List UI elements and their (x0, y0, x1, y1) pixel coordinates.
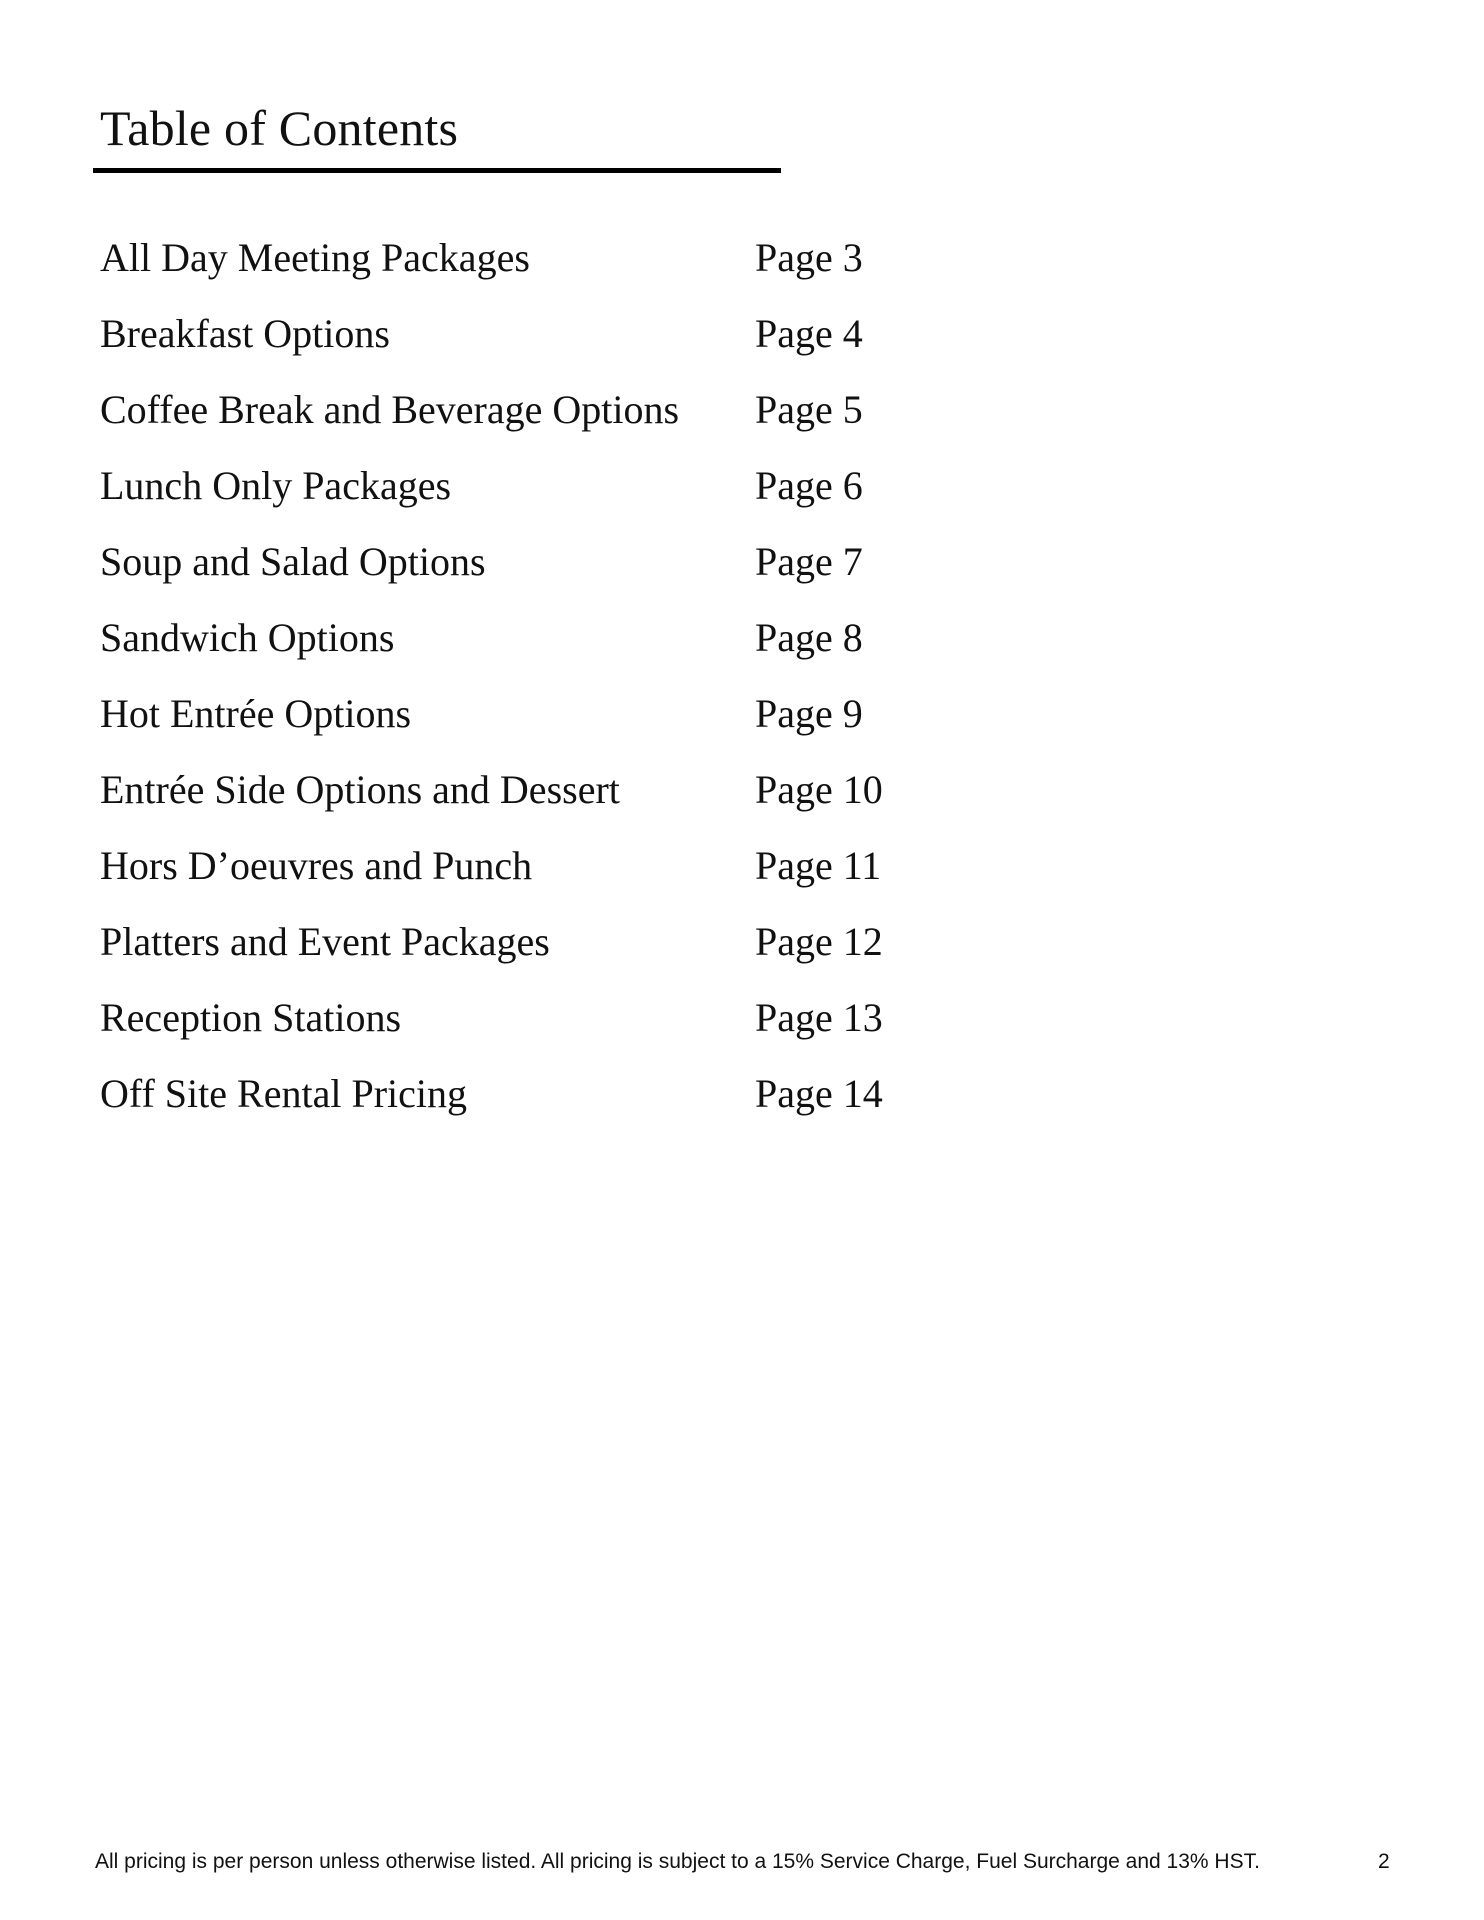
pricing-footer-note: All pricing is per person unless otherwise listed. All pricing is subject to a 15% Service Charge, Fuel Surcharge and 13% HST. (95, 1850, 1260, 1873)
toc-entry-page: Page 4 (755, 311, 863, 356)
toc-entry-all-day-meeting-packages[interactable] (100, 230, 1000, 306)
toc-entry-platters-and-event-packages[interactable] (100, 914, 1000, 990)
toc-entry-title: Reception Stations (100, 995, 402, 1040)
toc-entry-page: Page 7 (755, 539, 863, 584)
toc-entry-page: Page 10 (755, 767, 883, 812)
toc-entry-page: Page 13 (755, 995, 883, 1040)
toc-entry-off-site-rental-pricing[interactable] (100, 1066, 1000, 1142)
toc-entry-page: Page 6 (755, 463, 863, 508)
toc-entry-page: Page 9 (755, 691, 863, 736)
toc-entry-entree-side-options-and-dessert[interactable] (100, 762, 1000, 838)
toc-entry-page: Page 5 (755, 387, 863, 432)
toc-entry-title: Lunch Only Packages (100, 463, 452, 508)
table-of-contents-list (100, 230, 1000, 1142)
toc-entry-title: Hors D’oeuvres and Punch (100, 843, 533, 888)
toc-entry-title: Hot Entrée Options (100, 691, 412, 736)
toc-entry-reception-stations[interactable] (100, 990, 1000, 1066)
toc-entry-lunch-only-packages[interactable] (100, 458, 1000, 534)
title-underline (93, 168, 781, 173)
toc-entry-title: Breakfast Options (100, 311, 390, 356)
toc-entry-page: Page 3 (755, 235, 863, 280)
toc-entry-page: Page 8 (755, 615, 863, 660)
page-number: 2 (1378, 1850, 1390, 1873)
toc-entry-title: Off Site Rental Pricing (100, 1071, 467, 1116)
toc-entry-title: Coffee Break and Beverage Options (100, 387, 680, 432)
toc-entry-title: Sandwich Options (100, 615, 395, 660)
toc-entry-soup-and-salad-options[interactable] (100, 534, 1000, 610)
toc-entry-title: All Day Meeting Packages (100, 235, 530, 280)
toc-entry-coffee-break-and-beverage-options[interactable] (100, 382, 1000, 458)
toc-entry-sandwich-options[interactable] (100, 610, 1000, 686)
toc-entry-breakfast-options[interactable] (100, 306, 1000, 382)
page-title: Table of Contents (100, 100, 459, 156)
toc-entry-title: Platters and Event Packages (100, 919, 550, 964)
toc-entry-title: Soup and Salad Options (100, 539, 486, 584)
toc-entry-hors-doeuvres-and-punch[interactable] (100, 838, 1000, 914)
toc-entry-page: Page 11 (755, 843, 882, 888)
toc-entry-title: Entrée Side Options and Dessert (100, 767, 620, 812)
toc-entry-page: Page 14 (755, 1071, 883, 1116)
toc-entry-page: Page 12 (755, 919, 883, 964)
toc-entry-hot-entree-options[interactable] (100, 686, 1000, 762)
